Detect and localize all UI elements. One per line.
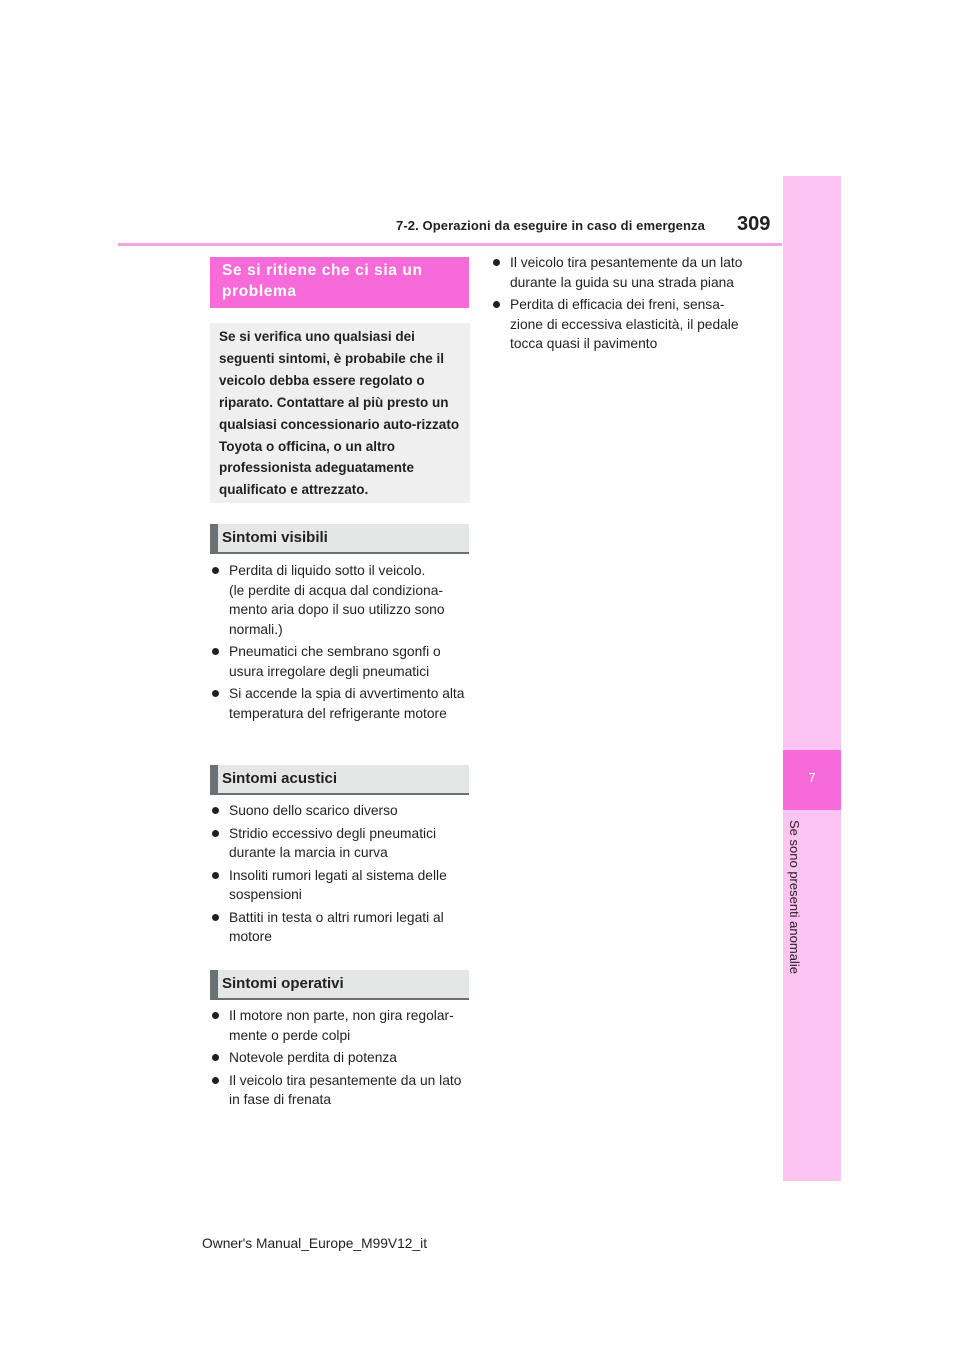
list-item [210,642,472,681]
list-item-text: Stridio eccessivo degli pneumatici durante la marcia in curva [229,825,437,860]
page-number: 309 [737,213,771,235]
list-item-text: Il veicolo tira pesantemente da un lato in fase di frenata [229,1072,462,1107]
list-operative-symptoms [210,1006,472,1113]
list-item-text: Suono dello scarico diverso [229,803,398,818]
list-item [491,253,747,292]
list-item-text: Il veicolo tira pesantemente da un lato durante la guida su una strada piana [510,255,743,290]
list-item [210,824,472,863]
list-operative-symptoms-continued [491,253,747,357]
list-item-text: Battiti in testa o altri rumori legati al motore [229,909,444,944]
list-item-text: Notevole perdita di potenza [229,1050,397,1065]
list-item [210,1071,472,1110]
section-heading-operative: Sintomi operativi [210,970,469,1000]
list-item [210,684,472,723]
list-item-text: Insoliti rumori legati al sistema delle sospensioni [229,867,447,902]
footer-manual-id: Owner's Manual_Europe_M99V12_it [202,1236,428,1251]
section-heading-acoustic: Sintomi acustici [210,765,469,795]
list-item [210,1006,472,1045]
header-divider [118,243,782,246]
list-item [210,866,472,905]
list-item-text: Si accende la spia di avvertimento alta temperatura del refrigerante motore [229,686,465,721]
important-note: Se si verifica uno qualsiasi dei seguenti sintomi, è probabile che il veicolo debba essere regolato o riparato. Contattare al più presto un qualsiasi concessionario auto-rizzato Toyota o officina, o un altro professionista adeguatamente qualificato e attrezzato. [210,323,470,503]
section-heading-visible: Sintomi visibili [210,524,469,554]
list-item-text: Pneumatici che sembrano sgonfi o usura irregolare degli pneumatici [229,644,441,679]
list-item [210,801,472,821]
list-item [210,1048,472,1068]
chapter-side-tab [783,176,841,1181]
list-item [210,561,472,639]
list-item-text: Il motore non parte, non gira regolar-mente o perde colpi [229,1008,454,1043]
list-item [491,295,747,354]
chapter-title: Se sono presenti anomalie [787,820,802,974]
list-item-text: Perdita di liquido sotto il veicolo. (le perdite di acqua dal condiziona-mento aria dopo il suo utilizzo sono normali.) [229,563,445,637]
chapter-number: 7 [808,770,816,785]
list-visible-symptoms [210,561,472,726]
problem-title-box: Se si ritiene che ci sia un problema [210,257,469,308]
list-acoustic-symptoms [210,801,472,950]
list-item [210,908,472,947]
running-header-title: 7-2. Operazioni da eseguire in caso di emergenza [396,218,705,233]
list-item-text: Perdita di efficacia dei freni, sensa-zione di eccessiva elasticità, il pedale tocca quasi il pavimento [510,297,739,351]
